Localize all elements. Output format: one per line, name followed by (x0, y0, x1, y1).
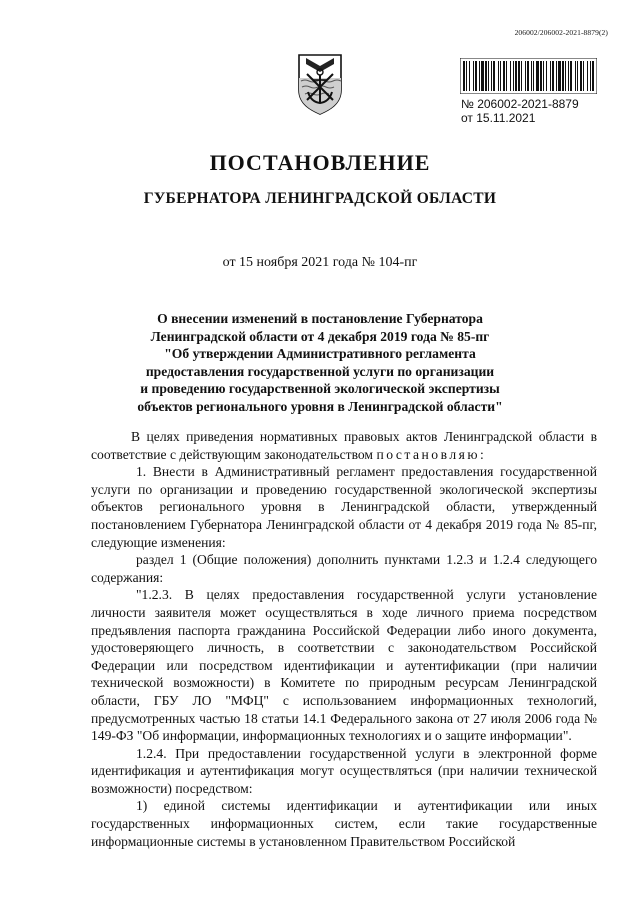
document-heading (120, 310, 520, 416)
heading-line: объектов регионального уровня в Ленинградской области" (137, 398, 503, 414)
document-date-line: от 15 ноября 2021 года № 104-пг (222, 255, 418, 270)
paragraph-1: 1. Внести в Административный регламент предоставления государственной услуги по организации и проведению государственной экологической экспертизы объектов регионального уровня в Ленинградской области, утвержденный постановлением Губернатора Ленинградской области от 4 декабря 2019 года № 85-пг, следующие изменения: (91, 464, 597, 550)
registration-block (461, 97, 579, 125)
document-subtitle: ГУБЕРНАТОРА ЛЕНИНГРАДСКОЙ ОБЛАСТИ (143, 190, 497, 207)
coat-of-arms-emblem (295, 52, 345, 116)
registration-number: № 206002-2021-8879 (461, 97, 579, 111)
document-body (91, 428, 597, 850)
paragraph-4: 1.2.4. При предоставлении государственной услуги в электронной форме идентификация и аутентификация могут осуществляться (при наличии технической возможности) посредством: (91, 745, 597, 796)
heading-line: и проведению государственной экологической экспертизы (140, 381, 500, 397)
paragraph-5: 1) единой системы идентификации и аутентификации или иных государственных информационных систем, если такие государственные информационные системы в установленном Правительством Российской (91, 798, 597, 849)
registration-date: от 15.11.2021 (461, 111, 536, 125)
heading-line: предоставления государственной услуги по организации (145, 363, 495, 379)
document-title: ПОСТАНОВЛЕНИЕ (209, 150, 431, 175)
paragraph-3: "1.2.3. В целях предоставления государственной услуги установление личности заявителя может осуществляться в ходе личного приема посредством предъявления паспорта гражданина Российской Федерации либо иного документа, удостоверяющего личность, в соответствии с законодательством Российской Федерации или посредством идентификации и аутентификации (при наличии технической возможности) в Комитете по природным ресурсам Ленинградской области, ГБУ ЛО "МФЦ" с использованием информационных технологий, предусмотренных частью 18 статьи 14.1 Федерального закона от 27 июля 2006 года № 149-ФЗ "Об информации, информационных технологиях и о защите информации". (91, 587, 597, 744)
heading-line: О внесении изменений в постановление Губернатора (157, 311, 483, 326)
intro-text: В целях приведения нормативных правовых актов Ленинградской области в соответствие с действующим законодательством (91, 429, 597, 462)
document-id: 206002/206002-2021-8879(2) (514, 28, 608, 37)
intro-end: : (480, 446, 484, 462)
intro-paragraph (91, 428, 597, 463)
heading-line: Ленинградской области от 4 декабря 2019 года № 85-пг (150, 328, 490, 344)
decree-word: постановляю (376, 446, 481, 462)
heading-line: "Об утверждении Административного регламента (164, 346, 476, 362)
barcode (460, 58, 597, 94)
paragraph-2: раздел 1 (Общие положения) дополнить пунктами 1.2.3 и 1.2.4 следующего содержания: (91, 552, 597, 585)
